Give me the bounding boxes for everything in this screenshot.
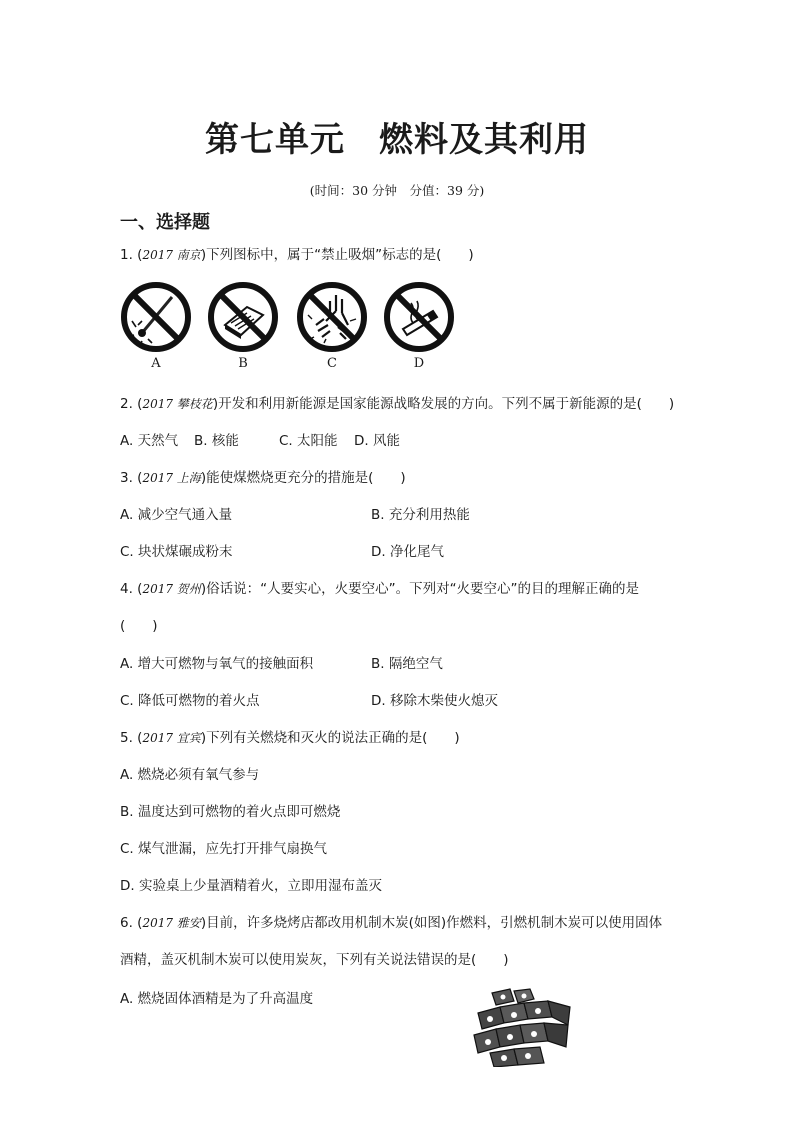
sign-label-d: D — [413, 356, 425, 371]
title-topic: 燃料及其利用 — [379, 120, 589, 160]
title-unit: 第七单元 — [205, 120, 345, 160]
question-source: 2017 南京 — [142, 248, 201, 262]
q4-option-c: C. 降低可燃物的着火点 — [120, 693, 260, 709]
q6-option-a: A. 燃烧固体酒精是为了升高温度 — [120, 991, 314, 1007]
question-5: 5. (2017 宜宾)下列有关燃烧和灭火的说法正确的是( ) — [120, 730, 460, 746]
q3-option-a: A. 减少空气通入量 — [120, 507, 233, 523]
sign-label-c: C — [327, 356, 337, 371]
q5-option-a: A. 燃烧必须有氧气参与 — [120, 767, 260, 783]
no-firecrackers-icon — [296, 281, 368, 353]
question-source: 2017 雅安 — [142, 916, 201, 930]
q4-option-d: D. 移除木柴使火熄灭 — [371, 693, 498, 709]
question-source: 2017 攀枝花 — [142, 397, 213, 411]
q2-option-d: D. 风能 — [354, 433, 400, 449]
page-title — [0, 112, 794, 161]
q3-option-d: D. 净化尾气 — [371, 544, 444, 560]
sign-label-a: A — [151, 356, 161, 371]
q3-option-c: C. 块状煤碾成粉末 — [120, 544, 233, 560]
q2-option-b: B. 核能 — [194, 433, 239, 449]
question-source: 2017 宜宾 — [142, 731, 201, 745]
question-2: 2. (2017 攀枝花)开发和利用新能源是国家能源战略发展的方向。下列不属于新能源的是( ) — [120, 396, 675, 412]
q5-option-b: B. 温度达到可燃物的着火点即可燃烧 — [120, 804, 341, 820]
no-smoking-icon — [383, 281, 455, 353]
q5-option-c: C. 煤气泄漏，应先打开排气扇换气 — [120, 841, 328, 857]
q4-option-b: B. 隔绝空气 — [371, 656, 443, 672]
q4-option-a: A. 增大可燃物与氧气的接触面积 — [120, 656, 314, 672]
question-source: 2017 贺州 — [142, 582, 201, 596]
question-4: 4. (2017 贺州)俗话说：“人要实心，火要空心”。下列对“火要空心”的目的理解正确的是 — [120, 581, 640, 597]
question-4-continued: ( ) — [120, 618, 158, 634]
no-matches-box-icon — [207, 281, 279, 353]
question-3: 3. (2017 上海)能使煤燃烧更充分的措施是( ) — [120, 470, 406, 486]
q5-option-d: D. 实验桌上少量酒精着火，立即用湿布盖灭 — [120, 878, 382, 894]
section-heading: 一、选择题 — [120, 212, 210, 233]
question-6: 6. (2017 雅安)目前，许多烧烤店都改用机制木炭(如图)作燃料，引燃机制木炭可以使用固体 — [120, 915, 663, 931]
charcoal-briquettes-icon — [470, 985, 572, 1067]
question-1: 1. (2017 南京)下列图标中，属于“禁止吸烟”标志的是( ) — [120, 247, 474, 263]
q2-option-c: C. 太阳能 — [279, 433, 338, 449]
sign-label-b: B — [238, 356, 248, 371]
no-fireworks-icon — [120, 281, 192, 353]
q3-option-b: B. 充分利用热能 — [371, 507, 470, 523]
q2-option-a: A. 天然气 — [120, 433, 179, 449]
question-source: 2017 上海 — [142, 471, 201, 485]
question-6-continued: 酒精，盖灭机制木炭可以使用炭灰，下列有关说法错误的是( ) — [120, 952, 509, 968]
time-score-info: (时间：30 分钟 分值：39 分) — [309, 183, 485, 198]
